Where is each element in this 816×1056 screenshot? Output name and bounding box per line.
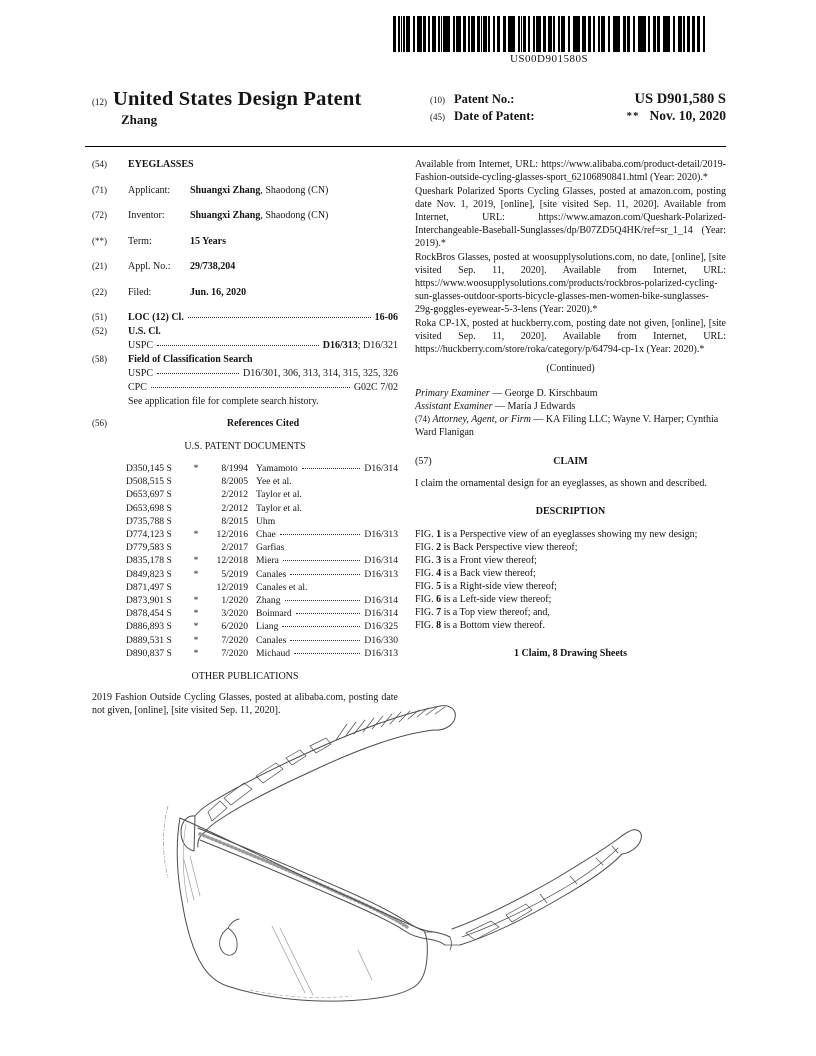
date-code: (45)	[430, 112, 445, 122]
field-title	[92, 158, 398, 171]
field-inventor	[92, 209, 398, 222]
reference-date: 8/2005	[221, 476, 248, 488]
reference-name: Michaud	[256, 647, 291, 659]
uspc-line	[128, 339, 398, 352]
figure-description	[415, 580, 726, 593]
field-search	[92, 353, 398, 366]
reference-date: 6/2020	[221, 621, 248, 633]
reference-number: D735,788 S	[126, 515, 172, 527]
reference-xref: D16/330	[364, 634, 398, 646]
fig-num: 6	[436, 594, 442, 605]
assistant-examiner-label: Assistant Examiner	[415, 401, 493, 412]
eyeglasses-figure	[100, 688, 720, 1033]
reference-date: 8/1994	[221, 463, 248, 474]
reference-number: D878,454 S	[126, 608, 172, 620]
reference-row	[126, 607, 398, 620]
attorney-line	[415, 413, 726, 439]
body-columns	[92, 158, 726, 718]
reference-row	[126, 515, 398, 528]
invention-title: EYEGLASSES	[128, 159, 194, 170]
fig-num: 4	[436, 568, 442, 579]
search-note: See application file for complete search history.	[128, 396, 319, 407]
dot-leader	[296, 613, 361, 614]
reference-number: D849,823 S	[126, 568, 172, 580]
inventor-value	[190, 209, 398, 222]
reference-date: 2/2017	[221, 542, 248, 554]
reference-row	[126, 475, 398, 488]
barcode-image	[393, 16, 705, 52]
fig-label: FIG.	[415, 594, 434, 605]
dot-leader	[188, 317, 371, 318]
reference-row	[126, 634, 398, 647]
applicant-location: , Shaodong (CN)	[260, 184, 329, 196]
search-label: Field of Classification Search	[128, 354, 253, 365]
reference-name: Liang	[256, 621, 279, 633]
search-uspc-label: USPC	[128, 368, 154, 379]
right-column	[415, 158, 726, 718]
reference-number: D779,583 S	[126, 542, 172, 554]
fig-num: 1	[436, 529, 442, 540]
header-left	[92, 88, 362, 128]
reference-star: *	[193, 595, 199, 607]
reference-name: Canales	[256, 634, 287, 646]
barcode-block	[393, 16, 705, 65]
patent-no-value: US D901,580 S	[634, 91, 726, 107]
assistant-examiner-line	[415, 400, 726, 413]
reference-date: 3/2020	[221, 608, 248, 620]
figure-description	[415, 619, 726, 632]
reference-number: D889,531 S	[126, 634, 172, 646]
reference-xref: D16/314	[364, 555, 398, 567]
reference-date: 12/2019	[216, 581, 248, 593]
filed-date: Jun. 16, 2020	[190, 286, 247, 298]
reference-row	[126, 488, 398, 501]
field-num: (51)	[92, 312, 107, 322]
fig-text: is Back Perspective view thereof;	[443, 542, 578, 553]
assistant-examiner-name: — Maria J Edwards	[492, 401, 576, 412]
dot-leader	[283, 560, 361, 561]
search-cpc-line	[128, 381, 398, 394]
reference-name: Taylor et al.	[256, 489, 302, 501]
header-rule	[85, 146, 726, 147]
reference-star: *	[193, 463, 199, 474]
reference-date: 5/2019	[221, 568, 248, 580]
claims-sheets-note: 1 Claim, 8 Drawing Sheets	[513, 648, 628, 659]
field-num: (52)	[92, 326, 107, 336]
fig-num: 3	[436, 555, 442, 566]
search-cpc-value: G02C 7/02	[353, 382, 398, 393]
search-uspc-line	[128, 367, 398, 380]
reference-date: 8/2015	[221, 515, 248, 527]
search-uspc-value: D16/301, 306, 313, 314, 315, 325, 326	[243, 368, 398, 379]
loc-value: 16-06	[374, 312, 398, 323]
header	[92, 88, 726, 128]
claim-title: CLAIM	[553, 456, 588, 467]
field-num: (22)	[92, 286, 107, 297]
other-publication-entry: 2019 Fashion Outside Cycling Glasses, posted at alibaba.com, posting date not given, [online], [site visited Sep. 11, 2020].	[92, 692, 398, 717]
uspc-label: USPC	[128, 340, 154, 351]
reference-star: *	[193, 529, 199, 541]
inventor-surname: Zhang	[121, 112, 158, 127]
date-value	[566, 108, 726, 124]
reference-number: D774,123 S	[126, 529, 172, 541]
publication-entry: Available from Internet, URL: https://www.alibaba.com/product-detail/2019-Fashion-outside-cycling-glasses-sport_62106890841.html (Year: 2020).*	[415, 159, 726, 183]
field-num: (74)	[415, 414, 430, 424]
reference-date: 7/2020	[221, 634, 248, 646]
reference-row	[126, 647, 398, 660]
applicant-name: Shuangxi Zhang	[190, 184, 261, 196]
reference-name: Boinnard	[256, 608, 292, 620]
reference-name: Miera	[256, 555, 279, 567]
attorney-label: Attorney, Agent, or Firm	[432, 414, 531, 425]
reference-date: 1/2020	[221, 595, 248, 607]
fig-num: 7	[436, 607, 442, 618]
fig-label: FIG.	[415, 568, 434, 579]
kind-code: (12)	[92, 97, 107, 107]
field-label: Applicant:	[128, 184, 171, 196]
reference-xref: D16/314	[364, 608, 398, 620]
field-term	[92, 235, 398, 248]
reference-number: D653,698 S	[126, 502, 172, 514]
field-label: Filed:	[128, 286, 152, 298]
dot-leader	[294, 653, 360, 654]
reference-number: D890,837 S	[126, 647, 172, 659]
applicant-value	[190, 184, 398, 197]
claim-heading	[415, 455, 726, 468]
reference-xref: D16/313	[364, 568, 398, 580]
reference-star: *	[193, 634, 199, 646]
fig-label: FIG.	[415, 529, 434, 540]
dot-leader	[302, 468, 361, 469]
claim-text: I claim the ornamental design for an eyeglasses, as shown and described.	[415, 478, 707, 489]
publication-entry: Roka CP-1X, posted at huckberry.com, posting date not given, [online], [site visited Sep. 11, 2020]. Available from Internet, URL: https://huckberry.com/store/roka/category/p/64794-cp-1x (Year: 2020).*	[415, 318, 726, 355]
reference-row	[126, 568, 398, 581]
field-num: (57)	[415, 456, 432, 467]
field-num: (21)	[92, 261, 107, 271]
reference-row	[126, 528, 398, 541]
fig-label: FIG.	[415, 620, 434, 631]
figure-description	[415, 593, 726, 606]
search-cpc-label: CPC	[128, 382, 147, 393]
reference-date: 12/2016	[216, 529, 248, 541]
patent-no-code: (10)	[430, 95, 445, 105]
field-num: (56)	[92, 418, 107, 428]
figure-description	[415, 541, 726, 554]
fig-text: is a Perspective view of an eyeglasses showing my new design;	[443, 529, 698, 540]
reference-star: *	[193, 647, 199, 659]
fig-num: 8	[436, 620, 442, 631]
field-appl-no	[92, 260, 398, 273]
references-title: References Cited	[226, 418, 300, 429]
field-num: (72)	[92, 210, 107, 220]
reference-date: 2/2012	[221, 502, 248, 514]
primary-examiner-line	[415, 387, 726, 400]
reference-name: Chae	[256, 529, 276, 541]
attorney-names: — KA Filing LLC; Wayne V. Harper; Cynthia Ward Flanigan	[415, 414, 719, 438]
fig-label: FIG.	[415, 542, 434, 553]
primary-examiner-name: — George D. Kirschbaum	[489, 388, 598, 399]
reference-number: D871,497 S	[126, 581, 172, 593]
field-num: (**)	[92, 235, 107, 246]
appl-no-value: 29/738,204	[190, 261, 236, 272]
document-title: United States Design Patent	[113, 88, 362, 110]
reference-row	[126, 581, 398, 594]
dot-leader	[285, 600, 361, 601]
reference-number: D508,515 S	[126, 476, 172, 488]
reference-number: D350,145 S	[126, 463, 172, 474]
dot-leader	[290, 640, 360, 641]
references-table	[126, 462, 398, 660]
fig-text: is a Left-side view thereof;	[443, 594, 552, 605]
field-uscl	[92, 325, 398, 338]
reference-row	[126, 554, 398, 567]
inventor-name: Shuangxi Zhang	[190, 210, 261, 221]
reference-date: 7/2020	[221, 647, 248, 659]
reference-name: Canales et al.	[256, 581, 308, 593]
fig-text: is a Bottom view thereof.	[443, 620, 545, 631]
reference-name: Garfias	[256, 542, 285, 554]
reference-star: *	[193, 555, 199, 567]
reference-xref: D16/313	[364, 647, 398, 659]
reference-row	[126, 541, 398, 554]
reference-xref: D16/313	[364, 529, 398, 541]
field-loc	[92, 311, 398, 324]
reference-name: Yee et al.	[256, 476, 292, 488]
fig-text: is a Back view thereof;	[443, 568, 536, 579]
header-right	[430, 88, 726, 128]
fig-text: is a Front view thereof;	[443, 555, 537, 566]
reference-number: D653,697 S	[126, 489, 172, 501]
fig-label: FIG.	[415, 555, 434, 566]
reference-row	[126, 502, 398, 515]
reference-name: Taylor et al.	[256, 502, 302, 514]
dot-leader	[151, 387, 350, 388]
title-row	[92, 88, 362, 111]
fig-num: 2	[436, 542, 442, 553]
field-num: (71)	[92, 184, 107, 195]
reference-number: D886,893 S	[126, 621, 172, 633]
reference-name: Zhang	[256, 595, 281, 607]
field-label: Appl. No.:	[128, 261, 171, 272]
dot-leader	[282, 626, 360, 627]
date-text: Nov. 10, 2020	[649, 108, 726, 123]
figure-description	[415, 606, 726, 619]
inventor-location: , Shaodong (CN)	[260, 210, 329, 221]
reference-star: *	[193, 621, 199, 633]
reference-row	[126, 620, 398, 633]
publication-entry: Queshark Polarized Sports Cycling Glasses, posted at amazon.com, posting date Nov. 1, 2019, [online], [site visited Sep. 11, 2020]. Available from Internet, URL: https://www.amazon.com/Queshark-Polarized-Interchangeable-Baseball-Sunglasses/dp/B07ZD5Q4HK/ref=sr_1_14 (Year: 2019).*	[415, 186, 726, 249]
fig-num: 5	[436, 581, 442, 592]
reference-xref: D16/314	[364, 463, 398, 474]
reference-name: Uhm	[256, 515, 276, 527]
uspc-primary: D16/313	[322, 340, 358, 351]
reference-name: Yamamoto	[256, 463, 298, 474]
us-patent-documents-title: U.S. PATENT DOCUMENTS	[184, 441, 306, 452]
primary-examiner-label: Primary Examiner	[415, 388, 490, 399]
field-label: Term:	[128, 235, 152, 247]
uscl-label: U.S. Cl.	[128, 326, 161, 337]
date-stars: **	[626, 110, 640, 122]
dot-leader	[290, 574, 360, 575]
fig-label: FIG.	[415, 581, 434, 592]
field-label: Inventor:	[128, 210, 165, 221]
reference-xref: D16/325	[364, 621, 398, 633]
patent-no-label: Patent No.:	[454, 92, 515, 106]
dot-leader	[280, 534, 361, 535]
references-heading	[92, 417, 398, 430]
patent-number-row	[430, 91, 726, 108]
uspc-value	[323, 339, 398, 352]
fig-text: is a Right-side view thereof;	[443, 581, 557, 592]
field-num: (58)	[92, 354, 107, 364]
field-num: (54)	[92, 159, 107, 169]
figure-description	[415, 554, 726, 567]
reference-number: D835,178 S	[126, 555, 172, 567]
other-publications-title: OTHER PUBLICATIONS	[191, 671, 299, 683]
fig-label: FIG.	[415, 607, 434, 618]
reference-date: 2/2012	[221, 489, 248, 501]
continued-note: (Continued)	[546, 363, 595, 374]
term-value: 15 Years	[190, 235, 227, 247]
publication-entry: RockBros Glasses, posted at woosupplysolutions.com, no date, [online], [site visited Sep. 11, 2020]. Available from Internet, URL: https://www.woosupplysolutions.com/products/rockbros-polarized-cycling-sun-glasses-outdoor-sports-bicycle-glasses-men-women-bike-sunglasses-29g-goggles-eyewear-5-3-lens (Year: 2020).*	[415, 252, 726, 315]
date-label: Date of Patent:	[454, 109, 535, 123]
barcode-text: US00D901580S	[509, 53, 589, 65]
uspc-secondary: ; D16/321	[357, 340, 398, 351]
figure-description	[415, 567, 726, 580]
reference-name: Canales	[256, 568, 287, 580]
left-column	[92, 158, 398, 718]
loc-line	[128, 311, 398, 324]
reference-xref: D16/314	[364, 595, 398, 607]
description-heading: DESCRIPTION	[535, 506, 606, 517]
reference-row	[126, 462, 398, 475]
field-filed	[92, 286, 398, 299]
patent-date-row	[430, 108, 726, 124]
fig-text: is a Top view thereof; and,	[443, 607, 550, 618]
dot-leader	[157, 373, 239, 374]
reference-row	[126, 594, 398, 607]
reference-date: 12/2018	[216, 555, 248, 567]
loc-label: LOC (12) Cl.	[128, 312, 184, 323]
dot-leader	[157, 345, 319, 346]
reference-star: *	[193, 608, 199, 620]
reference-star: *	[193, 568, 199, 580]
field-applicant	[92, 184, 398, 197]
reference-number: D873,901 S	[126, 595, 172, 607]
figure-description	[415, 528, 726, 541]
